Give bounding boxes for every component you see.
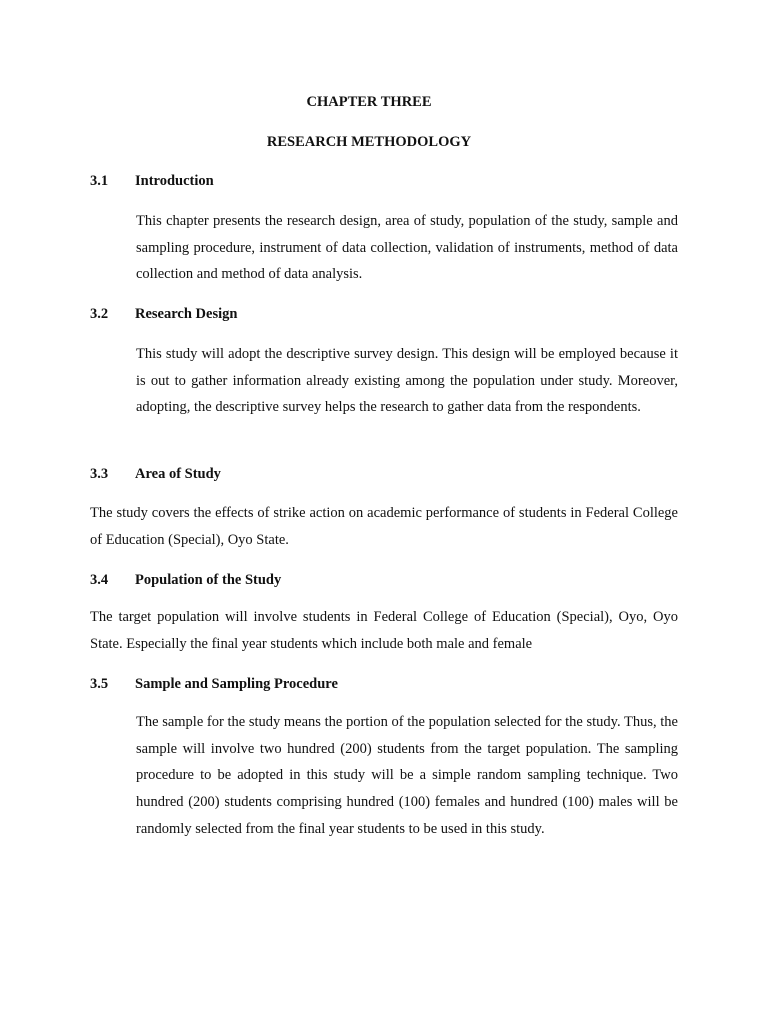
- section-title: Area of Study: [135, 466, 221, 482]
- section-number: 3.4: [90, 572, 109, 588]
- chapter-title: CHAPTER THREE: [306, 94, 432, 110]
- section-title: Sample and Sampling Procedure: [135, 676, 338, 692]
- section-heading-population: [90, 570, 281, 590]
- section-heading-area-of-study: [90, 464, 221, 484]
- section-title: Research Design: [135, 306, 238, 322]
- section-paragraph-research-design: This study will adopt the descriptive survey design. This design will be employed because it is out to gather information already existing among the population under study. Moreover, adopting, the descriptive survey helps the research to gather data from the respondents.: [136, 346, 678, 416]
- section-title: Introduction: [135, 173, 214, 189]
- section-number: 3.1: [90, 173, 109, 189]
- section-paragraph-area-of-study: The study covers the effects of strike action on academic performance of students in Federal College of Education (Special), Oyo State.: [90, 505, 678, 548]
- section-number: 3.3: [90, 466, 109, 482]
- section-paragraph-population: The target population will involve students in Federal College of Education (Special), Oyo, Oyo State. Especially the final year students which include both male and female: [90, 609, 678, 652]
- section-number: 3.5: [90, 676, 109, 692]
- section-title: Population of the Study: [135, 572, 282, 588]
- section-paragraph-sampling: The sample for the study means the portion of the population selected for the study. Thus, the sample will involve two hundred (200) students from the target population. The sampling procedure to be adopted in this study will be a simple random sampling technique. Two hundred (200) students comprising hundred (100) females and hundred (100) males will be randomly selected from the final year students to be used in this study.: [136, 714, 678, 837]
- section-number: 3.2: [90, 306, 109, 322]
- chapter-subtitle: RESEARCH METHODOLOGY: [266, 134, 472, 150]
- section-heading-research-design: [90, 304, 237, 324]
- section-paragraph-introduction: This chapter presents the research design, area of study, population of the study, sample and sampling procedure, instrument of data collection, validation of instruments, method of data collection and method of data analysis.: [136, 213, 678, 283]
- section-heading-sampling: [90, 674, 338, 694]
- section-heading-introduction: [90, 171, 214, 191]
